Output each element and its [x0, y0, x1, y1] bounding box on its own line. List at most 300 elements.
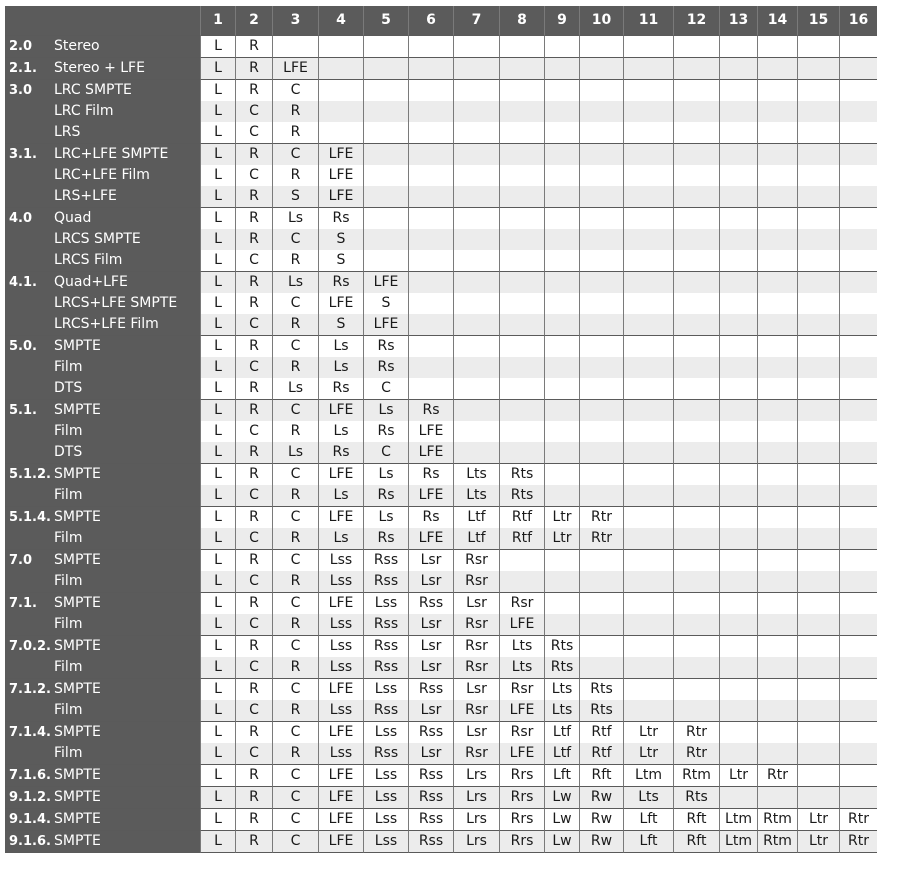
format-label	[5, 250, 54, 271]
channel-cell	[623, 700, 673, 721]
channel-cell	[673, 79, 719, 101]
channel-cell: R	[272, 421, 318, 442]
channel-cell	[673, 399, 719, 421]
channel-cell: C	[235, 614, 272, 635]
channel-cell: R	[235, 207, 272, 229]
channel-cell	[579, 335, 623, 357]
channel-cell	[499, 35, 544, 57]
channel-cell: L	[200, 165, 235, 186]
channel-cell: LFE	[318, 143, 363, 165]
table-row	[5, 786, 877, 808]
channel-cell	[544, 571, 579, 592]
channel-cell	[719, 635, 757, 657]
format-label: 7.0	[5, 549, 54, 571]
channel-cell	[719, 463, 757, 485]
channel-cell	[623, 250, 673, 271]
channel-cell	[453, 165, 499, 186]
channel-cell	[757, 463, 797, 485]
layout-label: LRS	[54, 122, 200, 143]
channel-cell	[839, 485, 877, 506]
channel-cell: R	[272, 657, 318, 678]
format-label: 7.1.6.	[5, 764, 54, 786]
channel-cell	[579, 250, 623, 271]
channel-cell: Rs	[408, 463, 453, 485]
channel-cell: LFE	[318, 808, 363, 830]
channel-cell: Rs	[318, 207, 363, 229]
channel-cell	[839, 143, 877, 165]
format-label: 7.1.4.	[5, 721, 54, 743]
channel-cell	[797, 592, 839, 614]
channel-cell: Rts	[499, 485, 544, 506]
layout-label: Stereo + LFE	[54, 57, 200, 79]
channel-cell	[839, 165, 877, 186]
channel-cell	[797, 378, 839, 399]
channel-cell	[839, 250, 877, 271]
layout-label: Quad+LFE	[54, 271, 200, 293]
channel-cell	[719, 207, 757, 229]
channel-cell: Rs	[363, 357, 408, 378]
channel-cell: Lsr	[408, 571, 453, 592]
format-label	[5, 357, 54, 378]
channel-cell: C	[272, 764, 318, 786]
channel-cell: Rtm	[757, 830, 797, 853]
channel-cell	[839, 207, 877, 229]
channel-cell: L	[200, 786, 235, 808]
channel-cell: C	[272, 293, 318, 314]
channel-cell: C	[272, 635, 318, 657]
channel-cell: Ls	[363, 463, 408, 485]
channel-cell	[579, 378, 623, 399]
channel-cell: Rts	[499, 463, 544, 485]
layout-label: LRC+LFE Film	[54, 165, 200, 186]
channel-cell	[499, 122, 544, 143]
channel-cell	[719, 549, 757, 571]
channel-cell: Rs	[318, 378, 363, 399]
channel-cell: Rts	[579, 700, 623, 721]
channel-cell	[719, 57, 757, 79]
channel-cell	[757, 57, 797, 79]
channel-cell	[453, 335, 499, 357]
channel-cell: Rsr	[453, 614, 499, 635]
channel-cell	[839, 271, 877, 293]
channel-cell	[797, 485, 839, 506]
channel-cell	[673, 57, 719, 79]
channel-cell	[363, 35, 408, 57]
format-label: 3.0	[5, 79, 54, 101]
channel-cell: Rtr	[579, 528, 623, 549]
format-label: 5.1.	[5, 399, 54, 421]
channel-cell	[544, 314, 579, 335]
channel-cell: Rft	[579, 764, 623, 786]
channel-cell	[579, 314, 623, 335]
channel-cell: R	[235, 764, 272, 786]
channel-cell: C	[272, 721, 318, 743]
channel-cell	[757, 506, 797, 528]
channel-cell: R	[272, 101, 318, 122]
channel-cell	[623, 229, 673, 250]
channel-cell	[544, 101, 579, 122]
channel-cell	[839, 764, 877, 786]
channel-cell: Ltf	[544, 743, 579, 764]
channel-cell: Ls	[363, 506, 408, 528]
channel-cell: Ltr	[797, 808, 839, 830]
channel-cell: Rss	[408, 808, 453, 830]
channel-cell	[408, 57, 453, 79]
channel-cell: Lss	[318, 635, 363, 657]
table-row	[5, 271, 877, 293]
channel-cell	[544, 549, 579, 571]
channel-cell: L	[200, 635, 235, 657]
channel-cell	[408, 35, 453, 57]
layout-label: SMPTE	[54, 764, 200, 786]
channel-cell: Rts	[544, 657, 579, 678]
channel-cell	[623, 421, 673, 442]
channel-cell: R	[235, 271, 272, 293]
format-label	[5, 442, 54, 463]
channel-cell	[623, 143, 673, 165]
channel-cell: Ltr	[623, 743, 673, 764]
channel-cell	[544, 250, 579, 271]
channel-cell	[579, 35, 623, 57]
channel-cell: Rrs	[499, 786, 544, 808]
channel-cell: Rs	[408, 506, 453, 528]
channel-cell	[453, 79, 499, 101]
table-row	[5, 764, 877, 786]
channel-cell	[797, 57, 839, 79]
channel-cell	[673, 571, 719, 592]
layout-label: Film	[54, 528, 200, 549]
channel-cell: L	[200, 378, 235, 399]
channel-cell: Rsr	[499, 678, 544, 700]
column-header-8: 8	[499, 6, 544, 35]
channel-cell: Lsr	[408, 743, 453, 764]
channel-cell: Ls	[318, 485, 363, 506]
channel-cell	[544, 271, 579, 293]
channel-cell	[579, 442, 623, 463]
layout-label: SMPTE	[54, 808, 200, 830]
format-label: 4.1.	[5, 271, 54, 293]
channel-cell	[797, 528, 839, 549]
channel-cell	[719, 229, 757, 250]
channel-cell	[453, 399, 499, 421]
channel-cell: Ls	[318, 421, 363, 442]
channel-cell	[719, 79, 757, 101]
channel-cell: L	[200, 314, 235, 335]
channel-cell: S	[318, 229, 363, 250]
channel-cell: Ltr	[797, 830, 839, 853]
channel-cell: C	[272, 335, 318, 357]
format-label: 7.0.2.	[5, 635, 54, 657]
table-row	[5, 442, 877, 463]
channel-cell	[544, 293, 579, 314]
channel-cell	[499, 57, 544, 79]
channel-cell	[673, 378, 719, 399]
channel-cell: C	[272, 229, 318, 250]
channel-cell	[719, 271, 757, 293]
channel-cell	[839, 463, 877, 485]
channel-cell: L	[200, 506, 235, 528]
channel-cell	[719, 165, 757, 186]
channel-cell	[839, 635, 877, 657]
channel-cell: Ls	[272, 207, 318, 229]
channel-cell	[719, 657, 757, 678]
format-label	[5, 165, 54, 186]
channel-cell: Rts	[673, 786, 719, 808]
channel-cell	[673, 122, 719, 143]
format-label	[5, 314, 54, 335]
channel-cell	[673, 143, 719, 165]
channel-cell: Rtr	[579, 506, 623, 528]
table-row	[5, 463, 877, 485]
channel-cell	[623, 399, 673, 421]
channel-cell	[839, 549, 877, 571]
channel-cell: L	[200, 463, 235, 485]
table-row	[5, 165, 877, 186]
channel-cell	[757, 592, 797, 614]
channel-cell	[579, 229, 623, 250]
format-label: 5.1.2.	[5, 463, 54, 485]
channel-cell	[363, 250, 408, 271]
channel-cell	[453, 293, 499, 314]
channel-cell	[673, 101, 719, 122]
channel-cell: Ltf	[544, 721, 579, 743]
column-header-12: 12	[673, 6, 719, 35]
channel-cell: Lft	[623, 808, 673, 830]
table-body	[5, 35, 877, 853]
layout-label: DTS	[54, 378, 200, 399]
channel-cell	[579, 101, 623, 122]
channel-cell: L	[200, 122, 235, 143]
channel-cell: Rsr	[453, 549, 499, 571]
channel-cell: L	[200, 571, 235, 592]
channel-cell: Ltm	[623, 764, 673, 786]
channel-cell	[757, 743, 797, 764]
layout-label: SMPTE	[54, 721, 200, 743]
channel-cell	[408, 378, 453, 399]
channel-cell	[797, 186, 839, 207]
channel-cell: L	[200, 485, 235, 506]
channel-cell: R	[272, 571, 318, 592]
channel-cell: C	[235, 421, 272, 442]
channel-cell: L	[200, 528, 235, 549]
channel-cell	[757, 293, 797, 314]
channel-cell: Lsr	[408, 549, 453, 571]
format-label: 7.1.	[5, 592, 54, 614]
channel-cell	[797, 506, 839, 528]
channel-cell	[544, 79, 579, 101]
channel-cell: L	[200, 678, 235, 700]
channel-cell	[499, 165, 544, 186]
channel-cell: R	[272, 357, 318, 378]
table-row	[5, 549, 877, 571]
channel-cell	[579, 421, 623, 442]
channel-cell	[408, 314, 453, 335]
layout-label: Film	[54, 421, 200, 442]
channel-cell: C	[235, 657, 272, 678]
channel-cell: Rtf	[499, 506, 544, 528]
channel-cell	[839, 592, 877, 614]
channel-cell	[499, 378, 544, 399]
channel-cell	[673, 229, 719, 250]
channel-cell	[719, 571, 757, 592]
channel-cell	[623, 186, 673, 207]
table-row	[5, 635, 877, 657]
channel-cell: Ltr	[544, 528, 579, 549]
channel-cell	[719, 293, 757, 314]
channel-cell: L	[200, 335, 235, 357]
channel-cell	[757, 229, 797, 250]
channel-cell	[757, 528, 797, 549]
channel-cell	[318, 101, 363, 122]
channel-cell	[318, 122, 363, 143]
column-header-16: 16	[839, 6, 877, 35]
channel-cell: R	[272, 485, 318, 506]
channel-cell: Lts	[453, 463, 499, 485]
table-row	[5, 101, 877, 122]
channel-cell: Lw	[544, 830, 579, 853]
channel-cell	[579, 485, 623, 506]
channel-cell: Ltm	[719, 808, 757, 830]
channel-cell: R	[235, 592, 272, 614]
channel-cell	[623, 357, 673, 378]
channel-cell: C	[272, 786, 318, 808]
channel-cell: L	[200, 764, 235, 786]
channel-cell: Ls	[272, 378, 318, 399]
table-row	[5, 614, 877, 635]
channel-cell	[579, 186, 623, 207]
format-label	[5, 122, 54, 143]
channel-cell	[673, 271, 719, 293]
channel-cell: Ls	[318, 528, 363, 549]
channel-cell: C	[363, 378, 408, 399]
channel-cell	[623, 549, 673, 571]
channel-cell: C	[272, 592, 318, 614]
channel-cell: Rtr	[839, 808, 877, 830]
channel-cell: Rsr	[453, 635, 499, 657]
layout-label: LRCS+LFE SMPTE	[54, 293, 200, 314]
channel-cell	[673, 635, 719, 657]
channel-cell	[757, 335, 797, 357]
channel-cell	[579, 57, 623, 79]
channel-cell	[544, 143, 579, 165]
channel-cell: L	[200, 743, 235, 764]
channel-cell	[719, 143, 757, 165]
channel-cell	[544, 35, 579, 57]
channel-cell	[839, 101, 877, 122]
channel-cell: L	[200, 357, 235, 378]
channel-cell	[623, 165, 673, 186]
channel-cell: Lss	[318, 614, 363, 635]
channel-cell	[757, 143, 797, 165]
table-row	[5, 721, 877, 743]
channel-cell	[757, 207, 797, 229]
channel-cell: Ls	[272, 442, 318, 463]
channel-cell: Ltr	[719, 764, 757, 786]
channel-cell: Lsr	[408, 700, 453, 721]
channel-cell: C	[272, 463, 318, 485]
channel-cell	[797, 207, 839, 229]
channel-cell	[623, 271, 673, 293]
channel-cell: Rsr	[499, 721, 544, 743]
channel-cell: Lss	[363, 678, 408, 700]
channel-cell	[797, 357, 839, 378]
layout-label: DTS	[54, 442, 200, 463]
channel-cell	[579, 165, 623, 186]
channel-cell	[719, 528, 757, 549]
table-row	[5, 421, 877, 442]
channel-cell: Ls	[363, 399, 408, 421]
channel-cell: Rss	[363, 743, 408, 764]
channel-cell	[453, 357, 499, 378]
channel-cell: Rsr	[453, 743, 499, 764]
channel-cell	[318, 79, 363, 101]
channel-layout-table	[5, 6, 877, 853]
column-header-10: 10	[579, 6, 623, 35]
layout-label: SMPTE	[54, 399, 200, 421]
channel-cell: R	[272, 614, 318, 635]
channel-cell: Rs	[318, 271, 363, 293]
header-corner	[5, 6, 200, 35]
channel-cell	[719, 442, 757, 463]
channel-cell: Rsr	[453, 700, 499, 721]
channel-cell: Rss	[408, 786, 453, 808]
channel-cell: R	[235, 463, 272, 485]
format-label	[5, 421, 54, 442]
channel-cell	[797, 571, 839, 592]
table-row	[5, 314, 877, 335]
channel-cell	[453, 250, 499, 271]
channel-cell	[757, 35, 797, 57]
channel-cell: Lts	[544, 700, 579, 721]
channel-cell: R	[272, 250, 318, 271]
channel-cell: C	[235, 485, 272, 506]
column-header-6: 6	[408, 6, 453, 35]
channel-cell	[408, 207, 453, 229]
format-label: 9.1.2.	[5, 786, 54, 808]
format-label	[5, 657, 54, 678]
table-row	[5, 808, 877, 830]
channel-cell	[623, 614, 673, 635]
channel-cell	[719, 35, 757, 57]
channel-cell: Rss	[363, 571, 408, 592]
channel-cell: L	[200, 808, 235, 830]
channel-cell: S	[363, 293, 408, 314]
table-row	[5, 592, 877, 614]
channel-cell: R	[235, 35, 272, 57]
channel-cell: Lft	[544, 764, 579, 786]
channel-cell	[757, 721, 797, 743]
channel-cell	[797, 678, 839, 700]
channel-cell: S	[318, 314, 363, 335]
channel-cell: L	[200, 271, 235, 293]
channel-cell	[719, 101, 757, 122]
channel-cell: Lss	[363, 764, 408, 786]
channel-cell: C	[272, 678, 318, 700]
channel-cell: Lft	[623, 830, 673, 853]
channel-cell	[623, 57, 673, 79]
table-row	[5, 506, 877, 528]
channel-cell	[797, 743, 839, 764]
channel-cell: Lrs	[453, 830, 499, 853]
channel-cell: L	[200, 700, 235, 721]
channel-cell: R	[235, 378, 272, 399]
channel-cell	[623, 463, 673, 485]
channel-cell	[544, 485, 579, 506]
channel-cell: Rss	[408, 764, 453, 786]
channel-cell: Rss	[363, 614, 408, 635]
channel-cell: R	[235, 229, 272, 250]
format-label	[5, 293, 54, 314]
